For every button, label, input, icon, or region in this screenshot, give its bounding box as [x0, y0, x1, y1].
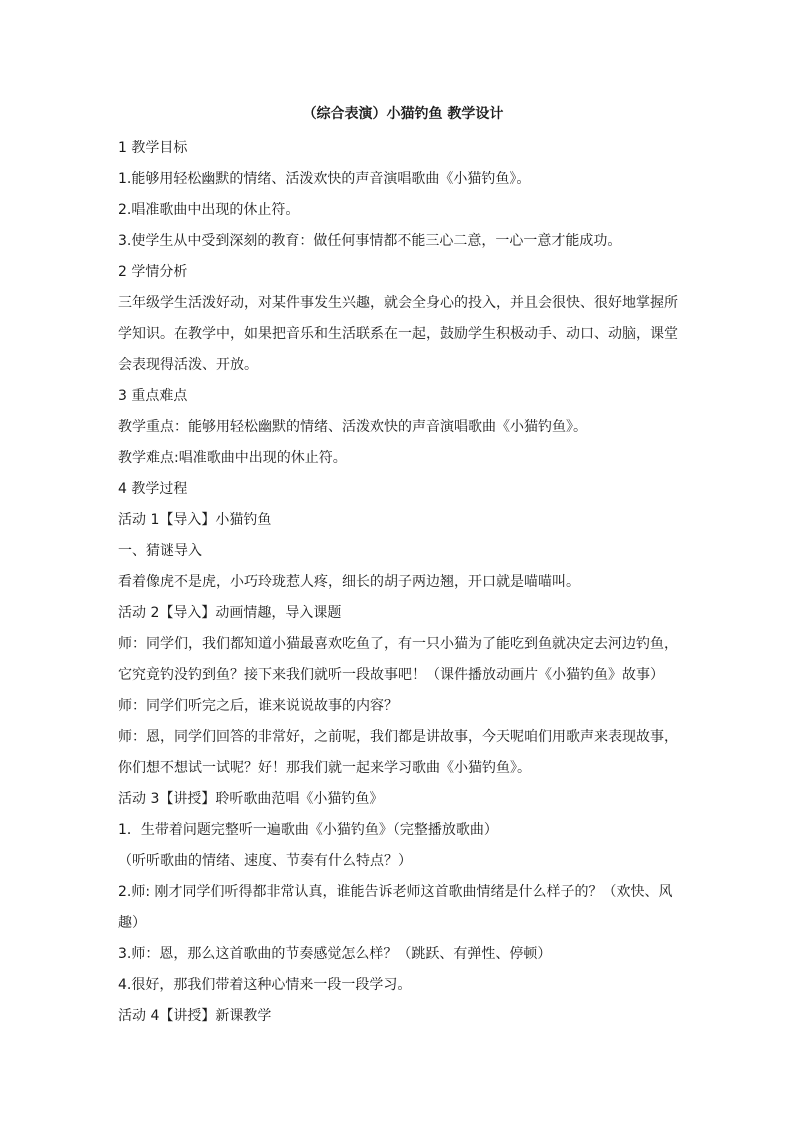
paragraph-line: 3.使学生从中受到深刻的教育：做任何事情都不能三心二意，一心一意才能成功。: [118, 233, 622, 249]
paragraph-line: 三年级学生活泼好动，对某件事发生兴趣，就会全身心的投入，并且会很快、很好地掌握所: [118, 295, 678, 311]
paragraph-line: （听听歌曲的情绪、速度、节奏有什么特点？）: [118, 853, 412, 869]
paragraph-line: 3 重点难点: [118, 388, 188, 404]
paragraph-line: 一、猜谜导入: [118, 543, 202, 559]
paragraph-line: 4 教学过程: [118, 481, 188, 497]
paragraph-line: 教学重点：能够用轻松幽默的情绪、活泼欢快的声音演唱歌曲《小猫钓鱼》。: [118, 419, 587, 435]
paragraph-line: 师：同学们，我们都知道小猫最喜欢吃鱼了，有一只小猫为了能吃到鱼就决定去河边钓鱼，: [118, 636, 678, 652]
paragraph-line: 3.师：恩，那么这首歌曲的节奏感觉怎么样？（跳跃、有弹性、停顿）: [118, 946, 552, 962]
document-title: （综合表演）小猫钓鱼 教学设计: [302, 106, 504, 122]
paragraph-line: 2.师: 刚才同学们听得都非常认真，谁能告诉老师这首歌曲情绪是什么样子的？（欢快、风: [118, 884, 673, 900]
paragraph-line: 你们想不想试一试呢？好！那我们就一起来学习歌曲《小猫钓鱼》。: [118, 760, 531, 776]
paragraph-line: 趣）: [118, 915, 146, 931]
paragraph-line: 会表现得活泼、开放。: [118, 357, 258, 373]
paragraph-line: 2.唱准歌曲中出现的休止符。: [118, 202, 300, 218]
paragraph-line: 教学难点:唱准歌曲中出现的休止符。: [118, 450, 347, 466]
paragraph-line: 活动 3【讲授】聆听歌曲范唱《小猫钓鱼》: [118, 791, 384, 807]
paragraph-line: 师：同学们听完之后，谁来说说故事的内容？: [118, 698, 398, 714]
paragraph-line: 它究竟钓没钓到鱼？接下来我们就听一段故事吧！（课件播放动画片《小猫钓鱼》故事）: [118, 667, 664, 683]
paragraph-line: 活动 4【讲授】新课教学: [118, 1008, 272, 1024]
paragraph-line: 1 教学目标: [118, 140, 188, 156]
paragraph-line: 活动 2【导入】动画情趣，导入课题: [118, 605, 342, 621]
paragraph-line: 1．生带着问题完整听一遍歌曲《小猫钓鱼》（完整播放歌曲）: [118, 822, 498, 838]
paragraph-line: 4.很好，那我们带着这种心情来一段一段学习。: [118, 977, 412, 993]
paragraph-line: 2 学情分析: [118, 264, 188, 280]
document-body: [118, 133, 688, 1032]
paragraph-line: 学知识。在教学中，如果把音乐和生活联系在一起，鼓励学生积极动手、动口、动脑，课堂: [118, 326, 678, 342]
paragraph-line: 活动 1【导入】小猫钓鱼: [118, 512, 272, 528]
paragraph-line: 看着像虎不是虎，小巧玲珑惹人疼，细长的胡子两边翘，开口就是喵喵叫。: [118, 574, 580, 590]
paragraph-line: 师：恩，同学们回答的非常好，之前呢，我们都是讲故事，今天呢咱们用歌声来表现故事，: [118, 729, 678, 745]
paragraph-line: 1.能够用轻松幽默的情绪、活泼欢快的声音演唱歌曲《小猫钓鱼》。: [118, 171, 531, 187]
